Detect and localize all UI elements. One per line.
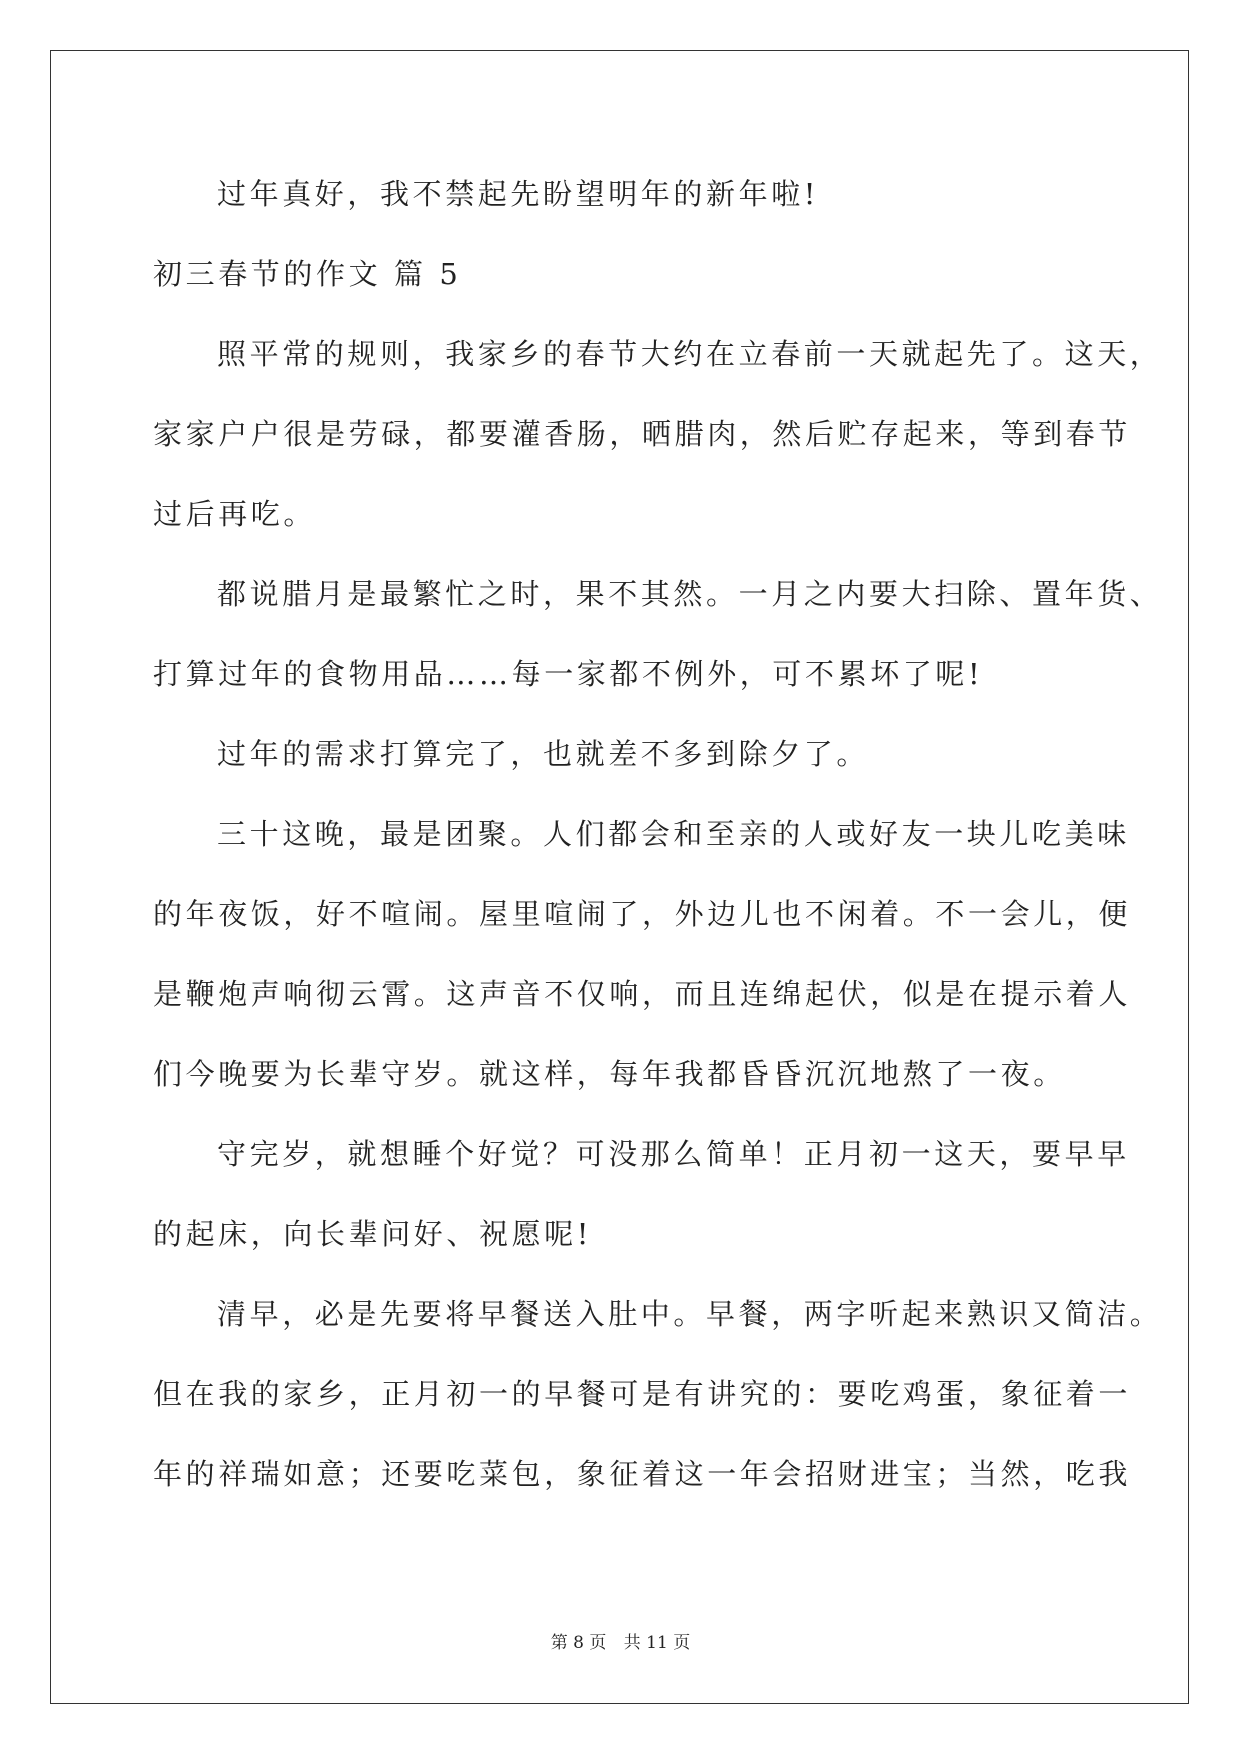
paragraph-line: 们今晚要为长辈守岁。就这样，每年我都昏昏沉沉地熬了一夜。 (153, 1057, 1066, 1091)
paragraph-line: 是鞭炮声响彻云霄。这声音不仅响，而且连绵起伏，似是在提示着人 (153, 977, 1132, 1011)
paragraph-line: 打算过年的食物用品……每一家都不例外，可不累坏了呢! (153, 657, 984, 691)
paragraph-line: 三十这晚，最是团聚。人们都会和至亲的人或好友一块儿吃美味 (217, 817, 1130, 851)
paragraph-line: 的年夜饭，好不喧闹。屋里喧闹了，外边儿也不闲着。不一会儿，便 (153, 897, 1132, 931)
paragraph-line: 过年真好，我不禁起先盼望明年的新年啦! (217, 177, 820, 211)
paragraph-line: 都说腊月是最繁忙之时，果不其然。一月之内要大扫除、置年货、 (217, 577, 1163, 611)
paragraph-line: 守完岁，就想睡个好觉？可没那么简单！正月初一这天，要早早 (217, 1137, 1130, 1171)
section-heading: 初三春节的作文 篇 5 (153, 257, 462, 291)
paragraph-line: 清早，必是先要将早餐送入肚中。早餐，两字听起来熟识又简洁。 (217, 1297, 1163, 1331)
page-total: 共 11 页 (623, 1633, 691, 1653)
page-number: 第 8 页 (550, 1633, 607, 1653)
paragraph-line: 的起床，向长辈问好、祝愿呢! (153, 1217, 593, 1251)
paragraph-line: 年的祥瑞如意；还要吃菜包，象征着这一年会招财进宝；当然，吃我 (153, 1457, 1132, 1491)
paragraph-line: 过后再吃。 (153, 497, 317, 531)
paragraph-line: 过年的需求打算完了，也就差不多到除夕了。 (217, 737, 870, 771)
paragraph-line: 家家户户很是劳碌，都要灌香肠，晒腊肉，然后贮存起来，等到春节 (153, 417, 1132, 451)
paragraph-line: 照平常的规则，我家乡的春节大约在立春前一天就起先了。这天， (217, 337, 1163, 371)
page-footer (0, 1631, 1241, 1655)
paragraph-line: 但在我的家乡，正月初一的早餐可是有讲究的：要吃鸡蛋，象征着一 (153, 1377, 1132, 1411)
